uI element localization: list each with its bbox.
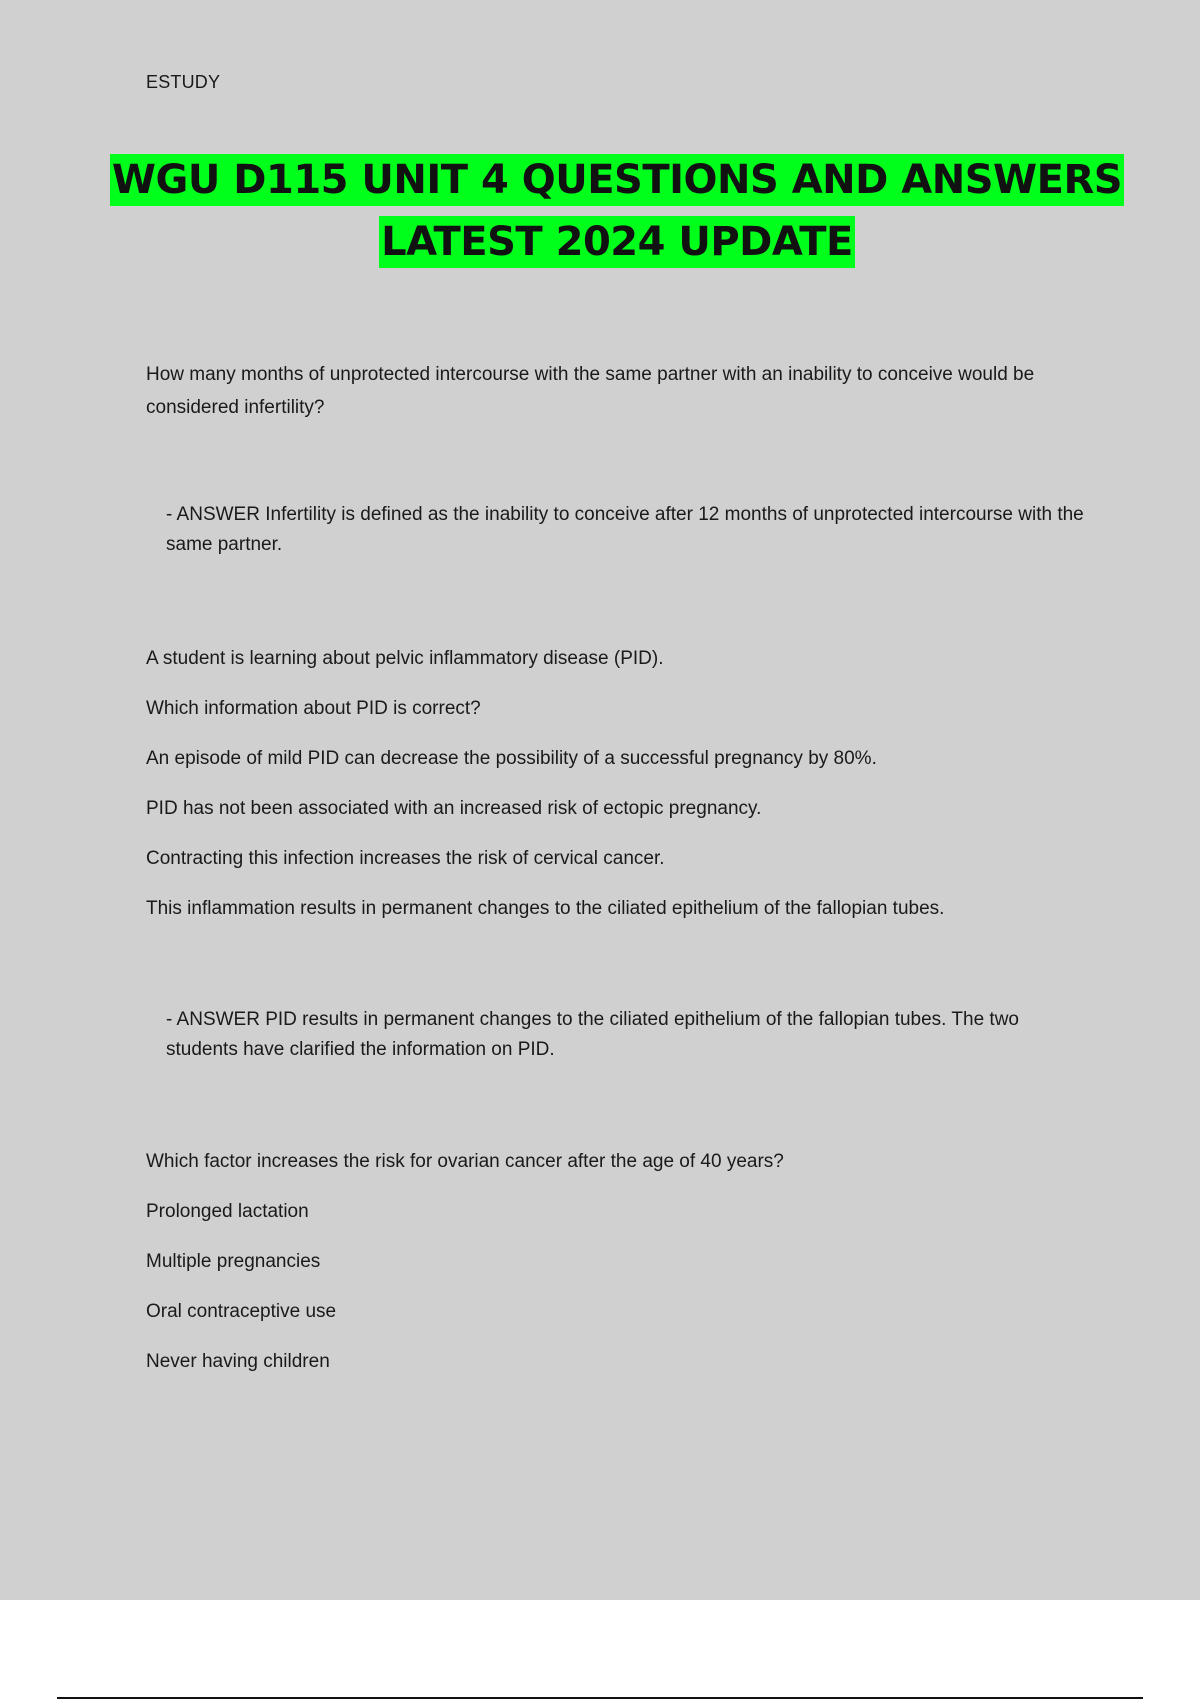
question-2-option-3: Contracting this infection increases the risk of cervical cancer. [146,848,665,869]
question-2-option-2: PID has not been associated with an increased risk of ectopic pregnancy. [146,798,762,819]
question-2-text: A student is learning about pelvic inflammatory disease (PID). [146,648,664,669]
question-1-text: How many months of unprotected intercourse with the same partner with an inability to conceive would be considered infertility? [146,364,1035,418]
answer-1-text: - ANSWER Infertility is defined as the inability to conceive after 12 months of unprotected intercourse with the same partner. [166,504,1084,555]
question-2-option-1: An episode of mild PID can decrease the possibility of a successful pregnancy by 80%. [146,748,877,769]
footer-divider [57,1697,1143,1699]
question-2-option-4: This inflammation results in permanent changes to the ciliated epithelium of the fallopian tubes. [146,898,945,919]
header-label: ESTUDY [146,72,221,92]
title-line-1: WGU D115 UNIT 4 QUESTIONS AND ANSWERS [110,154,1124,206]
answer-2-text: - ANSWER PID results in permanent changes to the ciliated epithelium of the fallopian tubes. The two students have clarified the information on PID. [166,1009,1019,1060]
question-2-prompt: Which information about PID is correct? [146,698,481,719]
question-3-option-1: Prolonged lactation [146,1201,309,1222]
question-3-text: Which factor increases the risk for ovarian cancer after the age of 40 years? [146,1151,784,1172]
question-3-option-3: Oral contraceptive use [146,1301,337,1322]
document-title [0,154,1200,268]
qa-content [146,358,1086,1378]
question-3-option-2: Multiple pregnancies [146,1251,321,1272]
title-line-2: LATEST 2024 UPDATE [379,216,855,268]
question-3-option-4: Never having children [146,1351,330,1372]
